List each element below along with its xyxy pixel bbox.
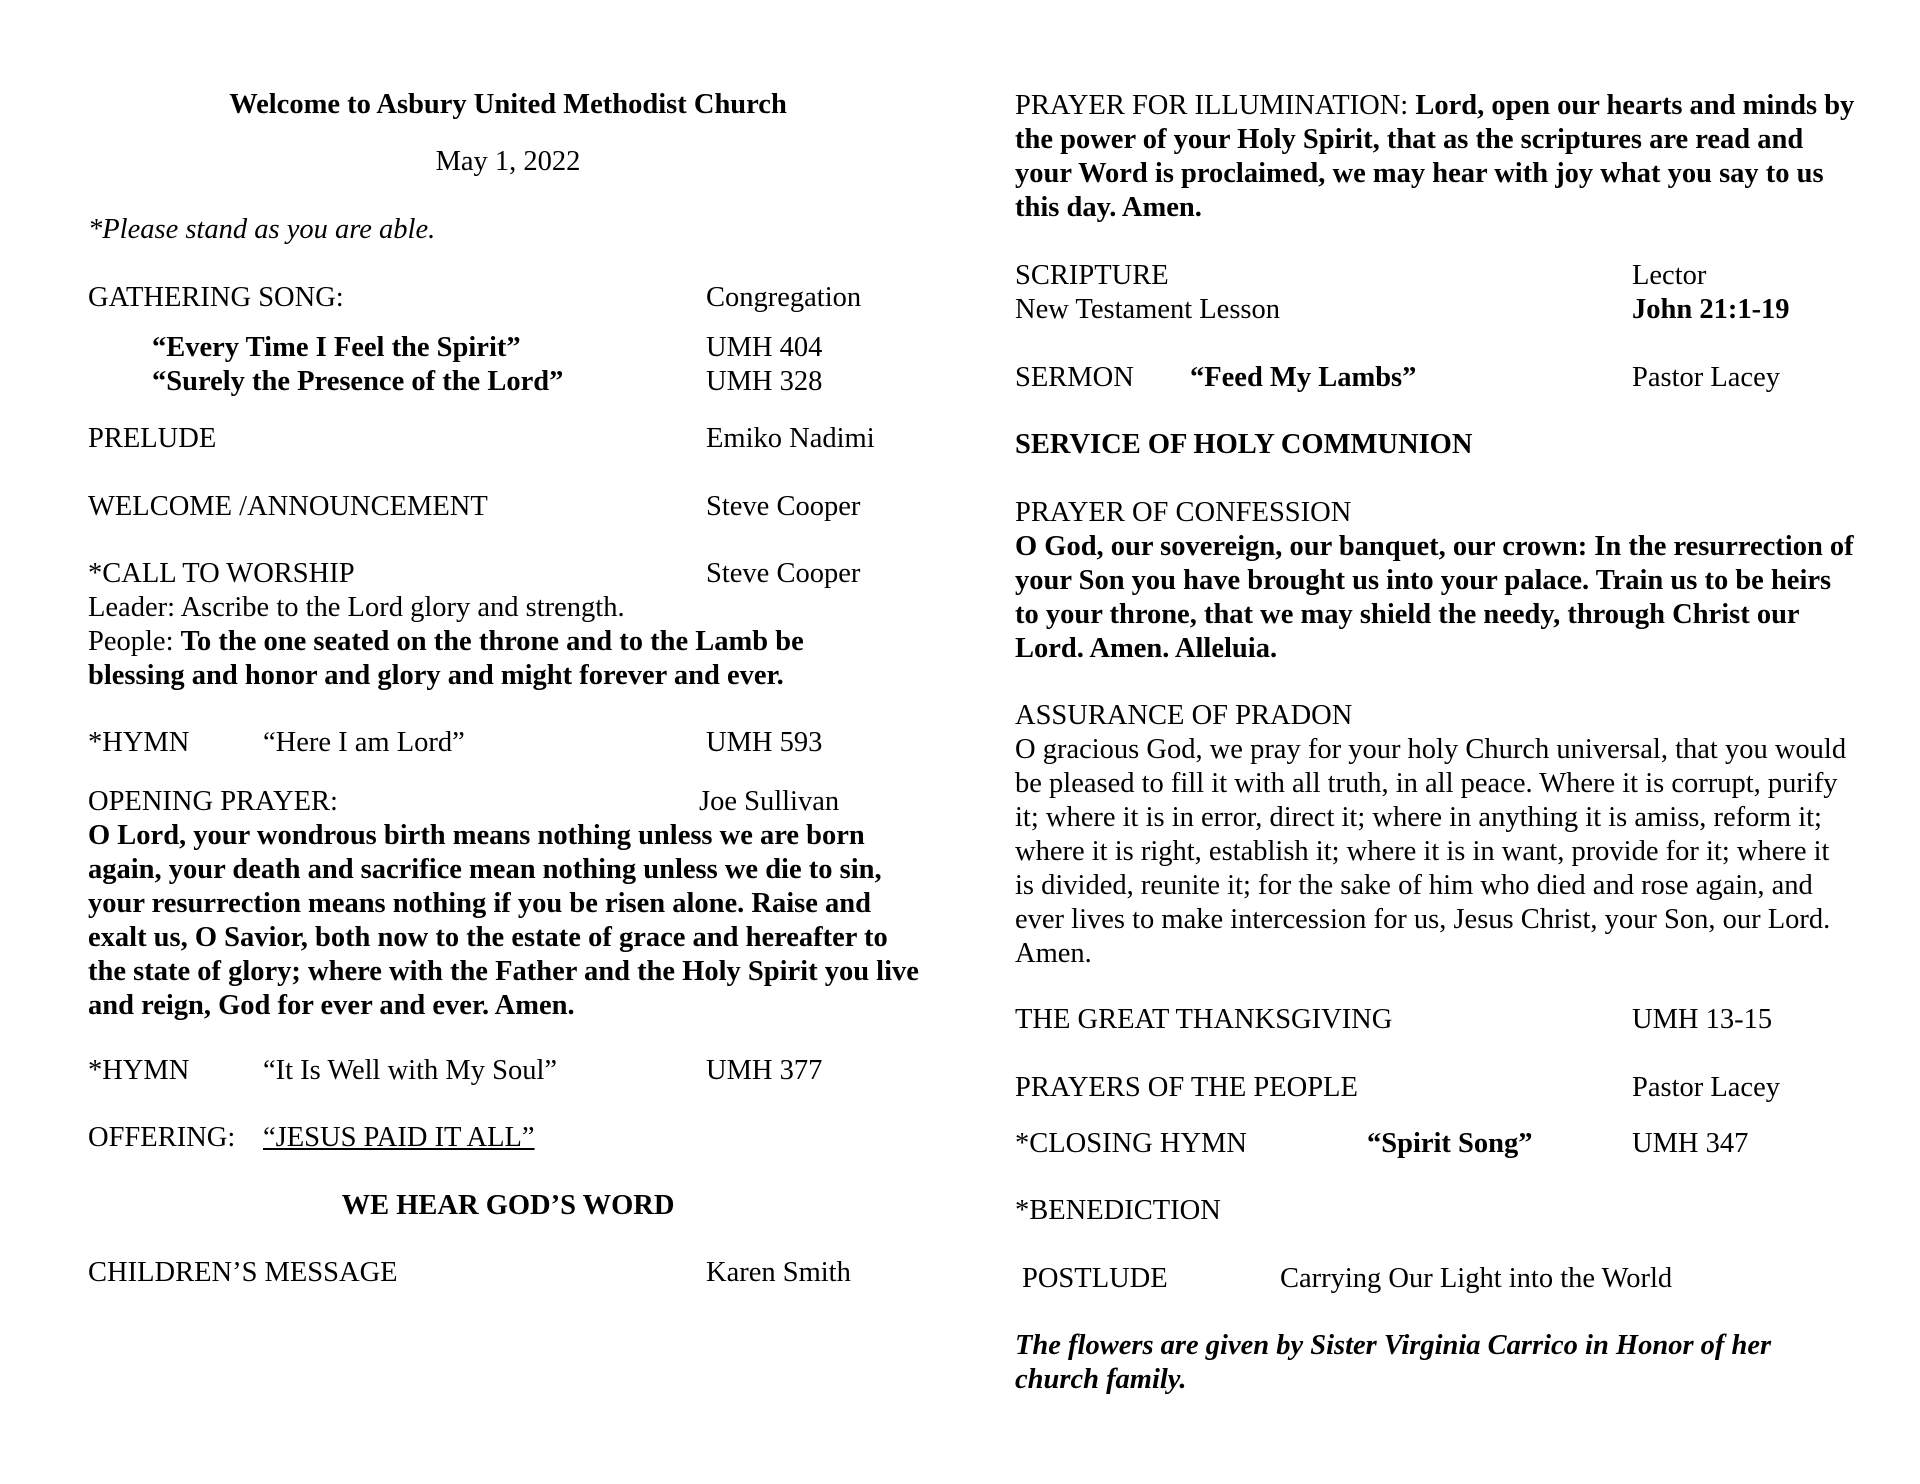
prayers-people-label: PRAYERS OF THE PEOPLE [1015, 1072, 1358, 1103]
stand-note: *Please stand as you are able. [88, 214, 436, 245]
opening-prayer-text: O Lord, your wondrous birth means nothing unless we are born again, your death and sacrifice mean nothing unless we die to sin, your resurrection means nothing if you be risen alone. Raise and exalt us, O Savior, both now to the estate of grace and hereafter to the state of glory; where with the Father and the Holy Spirit you live and reign, God for ever and ever. Amen. [88, 820, 919, 1021]
gathering-song-title: “Surely the Presence of the Lord” [152, 366, 564, 397]
postlude-label: POSTLUDE [1022, 1263, 1168, 1294]
benediction-label: *BENEDICTION [1015, 1195, 1221, 1226]
thanksgiving-number: UMH 13-15 [1632, 1004, 1773, 1035]
scripture-lesson: New Testament Lesson [1015, 294, 1281, 325]
sermon-title: “Feed My Lambs” [1190, 362, 1417, 393]
offering-song-title: “JESUS PAID IT ALL” [263, 1122, 535, 1153]
welcome-label: WELCOME /ANNOUNCEMENT [88, 491, 488, 522]
thanksgiving-label: THE GREAT THANKSGIVING [1015, 1004, 1393, 1035]
sermon-preacher: Pastor Lacey [1632, 362, 1780, 393]
hymn-number: UMH 377 [706, 1055, 823, 1086]
gathering-song-leader: Congregation [706, 282, 862, 313]
call-to-worship-label: *CALL TO WORSHIP [88, 558, 355, 589]
confession-label: PRAYER OF CONFESSION [1015, 497, 1352, 528]
people-prefix: People: [88, 626, 181, 657]
offering-label: OFFERING: [88, 1122, 236, 1153]
hymn-title: “It Is Well with My Soul” [263, 1055, 558, 1086]
call-leader-line: Leader: Ascribe to the Lord glory and strength. [88, 592, 625, 623]
gathering-song-number: UMH 404 [706, 332, 823, 363]
hymn-number: UMH 593 [706, 727, 823, 758]
opening-prayer-label: OPENING PRAYER: [88, 786, 338, 817]
flowers-note: The flowers are given by Sister Virginia Carrico in Honor of her church family. [1015, 1330, 1772, 1395]
prelude-performer: Emiko Nadimi [706, 423, 875, 454]
prayer-for-illumination [1015, 89, 1855, 225]
closing-hymn-title: “Spirit Song” [1367, 1128, 1533, 1159]
hymn-label: *HYMN [88, 727, 190, 758]
childrens-message-label: CHILDREN’S MESSAGE [88, 1257, 398, 1288]
closing-hymn-label: *CLOSING HYMN [1015, 1128, 1247, 1159]
gathering-song-label: GATHERING SONG: [88, 282, 344, 313]
illumination-text: Lord, open our hearts and minds by the power of your Holy Spirit, that as the scriptures are read and your Word is proclaimed, we may hear with joy what you say to us this day. Amen. [1015, 90, 1855, 223]
people-text: To the one seated on the throne and to the Lamb be blessing and honor and glory and might forever and ever. [88, 626, 804, 691]
service-date: May 1, 2022 [435, 146, 581, 177]
prelude-label: PRELUDE [88, 423, 217, 454]
section-heading: WE HEAR GOD’S WORD [341, 1190, 675, 1221]
gathering-song-title: “Every Time I Feel the Spirit” [152, 332, 521, 363]
scripture-reader: Lector [1632, 260, 1707, 291]
confession-text: O God, our sovereign, our banquet, our crown: In the resurrection of your Son you have brought us into your palace. Train us to be heirs to your throne, that we may shield the needy, through Christ our Lord. Amen. Alleluia. [1015, 531, 1854, 664]
assurance-label: ASSURANCE OF PRADON [1015, 700, 1353, 731]
page-title: Welcome to Asbury United Methodist Church [229, 89, 787, 120]
prayers-people-leader: Pastor Lacey [1632, 1072, 1780, 1103]
scripture-reference: John 21:1-19 [1632, 294, 1790, 325]
hymn-title: “Here I am Lord” [263, 727, 465, 758]
call-people-response [88, 625, 878, 693]
communion-heading: SERVICE OF HOLY COMMUNION [1015, 429, 1473, 460]
gathering-song-number: UMH 328 [706, 366, 823, 397]
call-to-worship-leader: Steve Cooper [706, 558, 861, 589]
postlude-title: Carrying Our Light into the World [1280, 1263, 1673, 1294]
illumination-label: PRAYER FOR ILLUMINATION: [1015, 90, 1416, 121]
sermon-label: SERMON [1015, 362, 1134, 393]
opening-prayer-leader: Joe Sullivan [699, 786, 840, 817]
closing-hymn-number: UMH 347 [1632, 1128, 1749, 1159]
welcome-leader: Steve Cooper [706, 491, 861, 522]
scripture-label: SCRIPTURE [1015, 260, 1169, 291]
childrens-message-leader: Karen Smith [706, 1257, 851, 1288]
hymn-label: *HYMN [88, 1055, 190, 1086]
assurance-text: O gracious God, we pray for your holy Church universal, that you would be pleased to fill it with all truth, in all peace. Where it is corrupt, purify it; where it is in error, direct it; where in anything it is amiss, reform it; where it is right, establish it; where it is in want, provide for it; where it is divided, reunite it; for the sake of him who died and rose again, and ever lives to make intercession for us, Jesus Christ, your Son, our Lord. Amen. [1015, 734, 1847, 969]
